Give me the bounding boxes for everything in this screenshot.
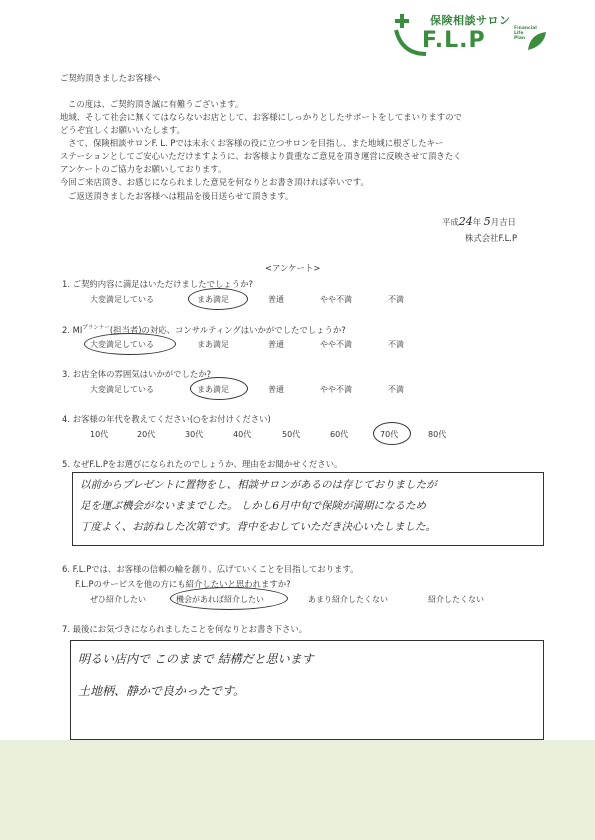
q3-option[interactable]: 不満 (388, 385, 404, 394)
q5-answer-line: 丁度よく、お訪ねした次第です。背中をおしていただき決心いたしました。 (80, 521, 436, 533)
q1-option[interactable]: 普通 (268, 295, 284, 304)
q2-option[interactable]: まあ満足 (197, 340, 229, 349)
letter-line: さて、保険相談サロンF. L. Pでは末永くお客様の役に立つサロンを目指し、また地域に根ざしたキー (68, 138, 444, 148)
q1-option-selected[interactable]: まあ満足 (197, 295, 229, 304)
q4-option[interactable]: 20代 (137, 430, 156, 439)
q4-option[interactable]: 60代 (330, 430, 349, 439)
q4-option[interactable]: 50代 (282, 430, 301, 439)
q6-option-selected[interactable]: 機会があれば紹介したい (176, 595, 264, 604)
q5-answer-line: 以前からプレゼントに置物をし、相談サロンがあるのは存じておりましたが (80, 479, 437, 491)
q5-answer-line: 足を運ぶ機会がないままでした。 しかし6月中旬で保険が満期になるため (80, 500, 427, 512)
q7-answer-line: 土地柄、静かで良かったです。 (78, 684, 246, 698)
q1-option[interactable]: 大変満足している (90, 295, 154, 304)
q2-option[interactable]: 不満 (388, 340, 404, 349)
q7-text: 7. 最後にお気づきになられましたことを何なりとお書き下さい。 (62, 624, 308, 634)
survey-heading: <アンケート> (265, 263, 321, 273)
q2-selection-circle (84, 333, 176, 355)
letter-line: アンケートのご協力をお願いしております。 (60, 164, 227, 174)
q6-option[interactable]: ぜひ紹介したい (90, 595, 146, 604)
q3-text: 3. お店全体の雰囲気はいかがでしたか? (62, 369, 212, 379)
q2-option[interactable]: やや不満 (320, 340, 352, 349)
letter-date: 平成24年 5月吉日 (442, 215, 516, 228)
q6-subtext: F.L.Pのサービスを他の方にも紹介したいと思われますか? (75, 579, 291, 589)
q4-option[interactable]: 30代 (185, 430, 204, 439)
letter-company: 株式会社F.L.P (465, 233, 518, 243)
q3-option[interactable]: 大変満足している (90, 385, 154, 394)
brand-logo (392, 10, 552, 60)
q1-option[interactable]: やや不満 (320, 295, 352, 304)
q4-text: 4. お客様の年代を教えてください(○をお付けください) (62, 414, 271, 424)
letter-line: どうぞ宜しくお願いいたします。 (60, 125, 185, 135)
letter-line: 今回ご来店頂き、お感じになられました意見を何なりとお書き頂ければ幸いです。 (60, 177, 369, 187)
q3-selection-circle (190, 377, 248, 400)
footer-band (0, 740, 595, 840)
letter-line: 地域、そして社会に無くてはならないお店として、お客様にしっかりとしたサポートをしてまいりますので (60, 112, 462, 122)
q4-option[interactable]: 80代 (428, 430, 447, 439)
q5-text: 5. なぜF.L.Pをお選びになられたのでしょうか、理由をお聞かせください。 (62, 459, 343, 469)
q4-option-selected[interactable]: 70代 (380, 430, 399, 439)
q3-option[interactable]: やや不満 (320, 385, 352, 394)
q2-option[interactable]: 普通 (268, 340, 284, 349)
q1-text: 1. ご契約内容に満足はいただけましたでしょうか? (62, 279, 253, 289)
letter-greeting: ご契約頂きましたお客様へ (60, 73, 161, 83)
logo-subtitle: Financial Life Plan (514, 26, 537, 41)
q6-text: 6. F.L.Pでは、お客様の信頼の輪を創り、広げていくことを目指しております。 (62, 564, 359, 574)
q4-option[interactable]: 40代 (233, 430, 252, 439)
letter-line: ステーションとしてご安心いただけますように、お客様より貴重なご意見を頂き運営に反映させて頂きたく (60, 151, 462, 161)
q2-option-selected[interactable]: 大変満足している (90, 340, 154, 349)
q4-option[interactable]: 10代 (90, 430, 109, 439)
letter-line: ご返送頂きましたお客様へは粗品を後日送らせて頂きます。 (68, 191, 294, 201)
q1-option[interactable]: 不満 (388, 295, 404, 304)
q3-option[interactable]: 普通 (268, 385, 284, 394)
logo-jp-name: 保険相談サロン (430, 14, 511, 27)
letter-line: この度は、ご契約頂き誠に有難うございます。 (68, 99, 244, 109)
q1-selection-circle (188, 288, 248, 310)
logo-mark: F.L.P (422, 28, 486, 53)
q4-selection-circle (373, 422, 411, 445)
q7-answer-line: 明るい店内で このままで 結構だと思います (78, 652, 314, 666)
q6-option[interactable]: あまり紹介したくない (308, 595, 388, 604)
q3-option-selected[interactable]: まあ満足 (197, 385, 229, 394)
q6-selection-circle (170, 587, 288, 610)
logo-leaf-icon (526, 30, 548, 52)
q2-text: 2. $MI^{プランナー}$(担当者)の対応、コンサルティングはいかがでしたでしょうか? (62, 324, 346, 335)
q6-option[interactable]: 紹介したくない (428, 595, 484, 604)
